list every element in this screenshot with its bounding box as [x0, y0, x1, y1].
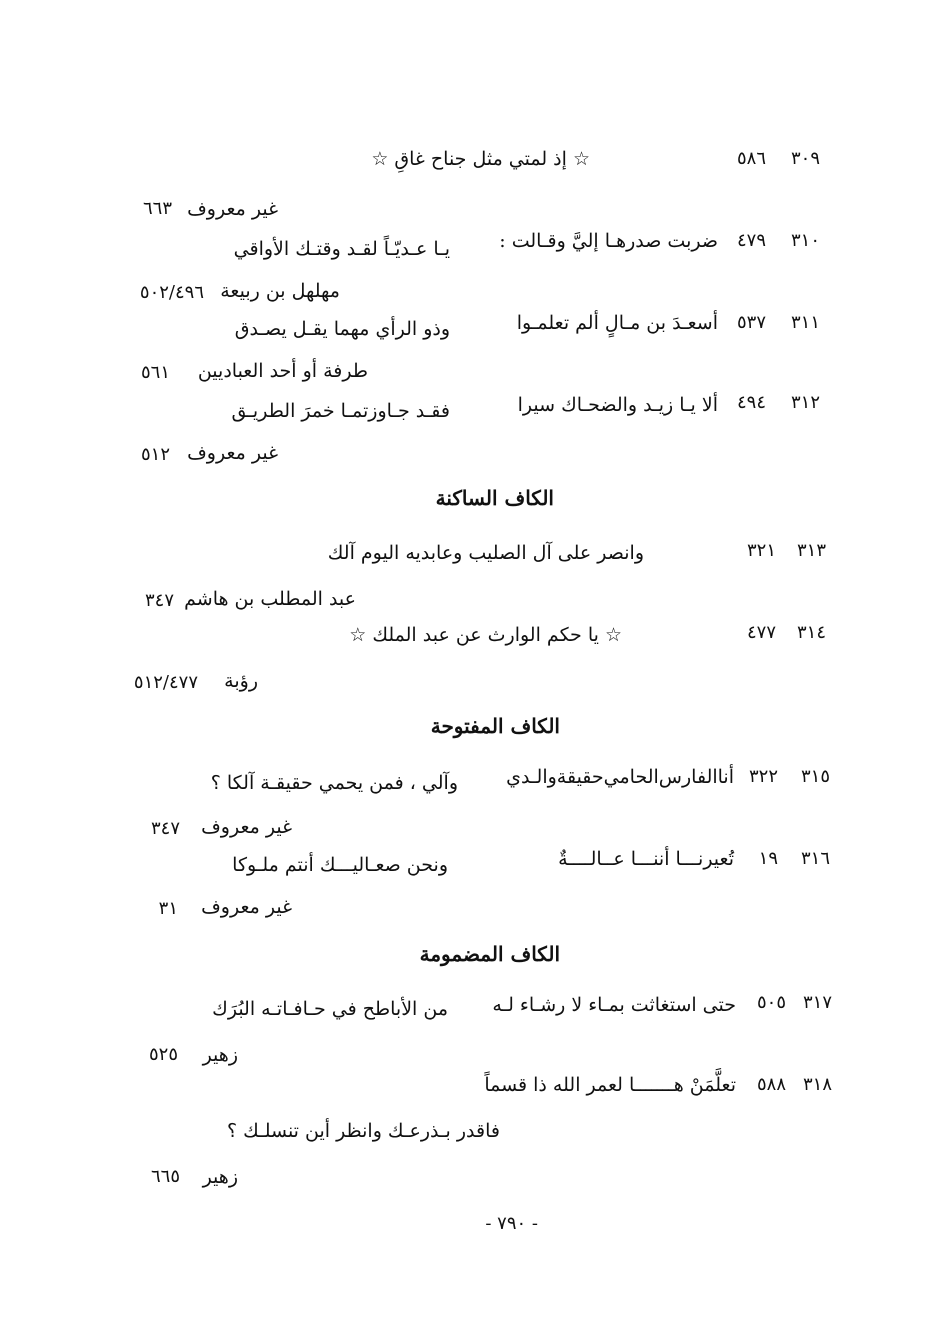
poet-attribution: طرفة أو أحد العباديين: [197, 360, 368, 382]
entry-page-ref: ٥٣٧: [736, 312, 766, 333]
section-heading: الكاف المفتوحة: [430, 714, 560, 738]
verse-line: ☆ يا حكم الوارث عن عبد الملك ☆: [349, 624, 622, 646]
attribution-ref: ٣٤٧: [144, 590, 174, 611]
entry-page-ref: ٤٧٩: [736, 230, 766, 251]
verse-hemistich-first: أسعـدَ بن مـالٍ ألم تعلمـوا: [516, 312, 718, 334]
section-heading: الكاف الساكنة: [435, 486, 554, 510]
verse-hemistich-second: وآلي ، فمن يحمي حقيقـة آلكا ؟: [210, 772, 458, 794]
verse-hemistich-second: من الأباطح في حـافـاتـه البُرَك: [212, 998, 448, 1020]
entry-number: ٣١٣: [796, 540, 826, 561]
entry-page-ref: ٣٢١: [746, 540, 776, 561]
verse-line: وانصر على آل الصليب وعابديه اليوم آلك: [327, 542, 644, 564]
poet-attribution: رؤبة: [224, 670, 258, 692]
verse-line: ☆ إذ لمتي مثل جناح غاقِ ☆: [371, 148, 590, 170]
attribution-ref: ٦٦٣: [142, 198, 172, 219]
entry-number: ٣١٦: [800, 848, 830, 869]
verse-hemistich-first: أناالفارس‌الحامي‌حقيقةوالـدي: [506, 766, 734, 788]
entry-page-ref: ٥٨٦: [736, 148, 766, 169]
verse-hemistich-first: تُعيرنـــا أننـــا عــالــــةٌ: [558, 848, 734, 870]
poet-attribution: زهير: [202, 1166, 238, 1188]
poet-attribution: زهير: [202, 1044, 238, 1066]
poet-attribution: مهلهل بن ربيعة: [220, 280, 340, 302]
verse-hemistich-second: وذو الرأي مهما يقـل يصـدق: [234, 318, 450, 340]
poet-attribution: غير معروف: [187, 442, 278, 464]
attribution-ref: ٥١٢/٤٧٧: [133, 672, 198, 693]
section-heading: الكاف المضمومة: [419, 942, 560, 966]
verse-hemistich-second: فاقدر بـذرعـك وانظر أين تنسلـك ؟: [227, 1120, 500, 1142]
entry-page-ref: ٥٨٨: [756, 1074, 786, 1095]
attribution-ref: ٥٢٥: [148, 1044, 178, 1065]
entry-page-ref: ٣٢٢: [748, 766, 778, 787]
verse-hemistich-first: ضربت صدرهـا إليَّ وقـالت :: [499, 230, 718, 252]
poet-attribution: غير معروف: [201, 896, 292, 918]
poet-attribution: غير معروف: [187, 198, 278, 220]
entry-number: ٣١٤: [796, 622, 826, 643]
verse-hemistich-second: فقـد جـاوزتمـا خمرَ الطريـق: [231, 400, 450, 422]
entry-number: ٣١٠: [790, 230, 820, 251]
attribution-ref: ٥١٢: [140, 444, 170, 465]
attribution-ref: ٥٦١: [140, 362, 170, 383]
poet-attribution: عبد المطلب بن هاشم: [184, 588, 356, 610]
entry-page-ref: ٤٩٤: [736, 392, 766, 413]
entry-number: ٣١١: [790, 312, 820, 333]
entry-page-ref: ١٩: [758, 848, 778, 869]
entry-number: ٣١٧: [802, 992, 832, 1013]
verse-hemistich-first: تعلَّمَنْ هـــــــا لعمر الله ذا قسماً: [484, 1074, 736, 1096]
verse-hemistich-first: ألا يـا زيـد والضحـاك سيرا: [517, 394, 718, 416]
entry-page-ref: ٤٧٧: [746, 622, 776, 643]
entry-number: ٣١٨: [802, 1074, 832, 1095]
verse-hemistich-first: حتى استغاثت بمـاء لا رشـاء لـه: [492, 994, 736, 1016]
entry-page-ref: ٥٠٥: [756, 992, 786, 1013]
page-number: - ٧٩٠ -: [485, 1213, 538, 1234]
entry-number: ٣١٢: [790, 392, 820, 413]
attribution-ref: ٥٠٢/٤٩٦: [139, 282, 204, 303]
attribution-ref: ٣١: [158, 898, 178, 919]
attribution-ref: ٣٤٧: [150, 818, 180, 839]
entry-number: ٣٠٩: [790, 148, 820, 169]
poet-attribution: غير معروف: [201, 816, 292, 838]
entry-number: ٣١٥: [800, 766, 830, 787]
attribution-ref: ٦٦٥: [150, 1166, 180, 1187]
verse-hemistich-second: يـا عـديّـاً لقـد وقتـك الأواقي: [233, 238, 450, 260]
verse-hemistich-second: ونحن صعـاليـــك أنتم ملـوكا: [232, 854, 448, 876]
